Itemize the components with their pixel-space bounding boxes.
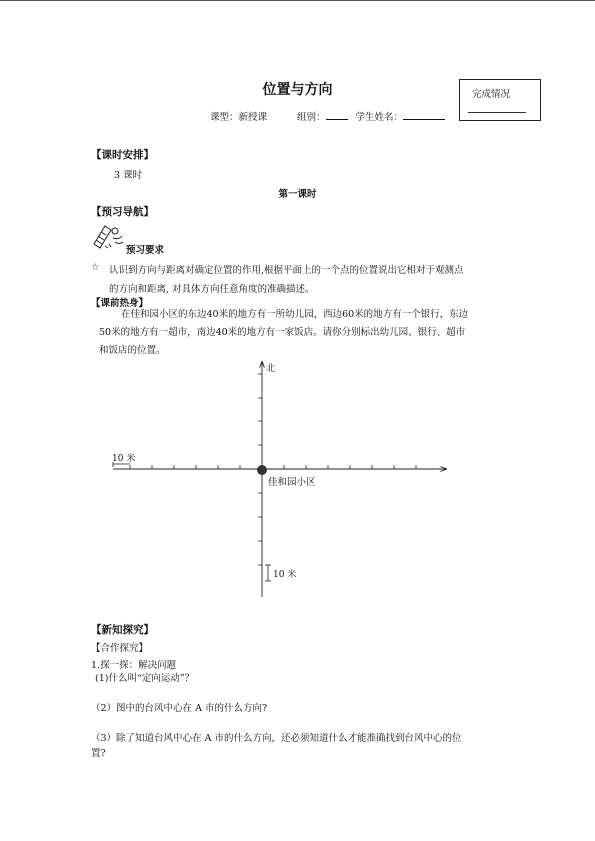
vertical-scale-label: 10 米 <box>273 570 297 580</box>
origin-label: 佳和园小区 <box>268 477 316 488</box>
student-name-label: 学生姓名： <box>355 112 404 123</box>
preview-text-line2: 的方向和距离, 对具体方向任意角度的准确描述。 <box>109 284 315 295</box>
explore-heading: 【新知探究】 <box>91 624 154 636</box>
horizontal-scale-label: 10 米 <box>112 454 136 464</box>
warmup-text-line1: 在佳和园小区的东边40米的地方有一所幼儿园，西边60米的地方有一个银行，东边 <box>121 309 469 320</box>
question-3-line1: （3）除了知道台风中心在 A 市的什么方向，还必须知道什么才能准确找到台风中心的位 <box>91 733 462 744</box>
origin-point <box>257 465 267 475</box>
warmup-heading: 【课前热身】 <box>91 298 149 309</box>
vertical-scale-indicator <box>265 565 271 581</box>
page-title: 位置与方向 <box>262 82 333 98</box>
lesson-type: 课型：新授课 <box>210 112 268 123</box>
explore-item1: 1.探一探：解决问题 <box>91 660 177 671</box>
question-1: (1)什么叫“定向运动”？ <box>95 673 195 684</box>
cooperative-heading: 【合作探究】 <box>91 643 149 654</box>
warmup-text-line3: 和饭店的位置。 <box>99 345 166 356</box>
axis-ticks <box>130 374 416 565</box>
schedule-hours: 3 课时 <box>114 170 143 181</box>
north-label: 北 <box>266 364 276 374</box>
lesson-title: 第一课时 <box>278 189 317 200</box>
preview-text-line1: 认识到方向与距离对确定位置的作用,根据平面上的一个点的位置说出它相对于观测点 <box>109 265 464 276</box>
preview-bullet: ☆ <box>91 262 100 273</box>
group-label: 组别： <box>297 112 326 123</box>
schedule-heading: 【课时安排】 <box>91 149 154 161</box>
question-2: （2）图中的台风中心在 A 市的什么方向? <box>91 703 268 714</box>
completion-status-label: 完成情况 <box>472 89 511 100</box>
preview-heading: 【预习导航】 <box>91 206 154 218</box>
preview-requirement-title: 预习要求 <box>126 245 165 256</box>
question-3-line2: 置? <box>91 748 106 759</box>
warmup-text-line2: 50米的地方有一超市，南边40米的地方有一家饭店。请你分别标出幼儿园、银行、超市 <box>99 327 466 338</box>
